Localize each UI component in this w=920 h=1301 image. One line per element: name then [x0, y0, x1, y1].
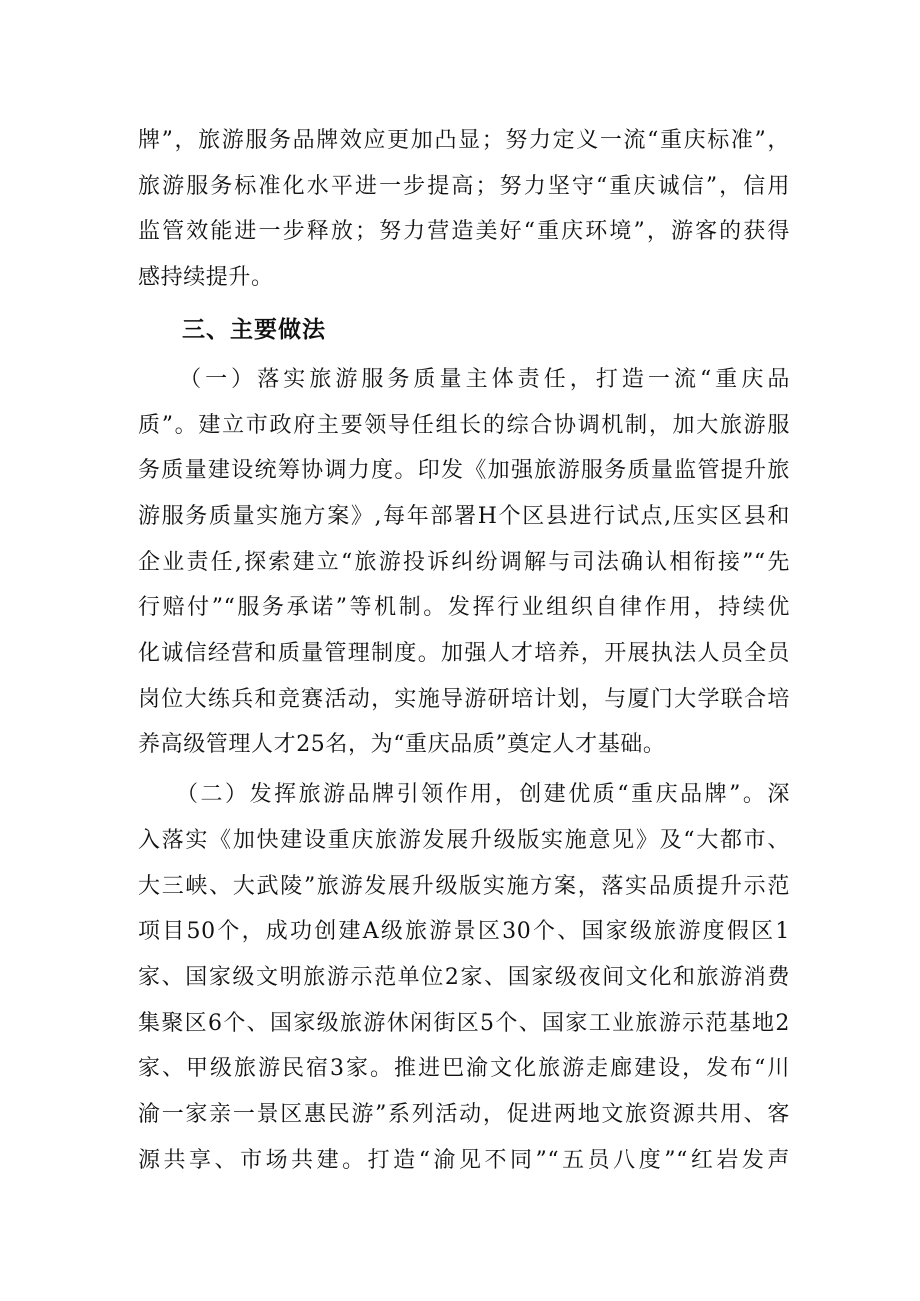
text-line: 入落实《加快建设重庆旅游发展升级版实施意见》及“大都市、	[138, 827, 790, 853]
text-line: 行赔付”“服务承诺”等机制。发挥行业组织自律作用，持续优	[138, 595, 790, 621]
text-line: 渝一家亲一景区惠民游”系列活动，促进两地文旅资源共用、客	[138, 1102, 790, 1128]
text-line: 牌”，旅游服务品牌效应更加凸显；努力定义一流“重庆标准”，	[138, 128, 790, 153]
text-line: 岗位大练兵和竞赛活动，实施导游研培计划，与厦门大学联合培	[138, 686, 790, 712]
text-line: 家、甲级旅游民宿3家。推进巴渝文化旅游走廊建设，发布“川	[138, 1056, 790, 1082]
text-line: 监管效能进一步释放；努力营造美好“重庆环境”，游客的获得	[138, 219, 790, 245]
paragraph-section-2	[138, 772, 790, 1183]
text-line: 质”。建立市政府主要领导任组长的综合协调机制，加大旅游服	[138, 412, 790, 438]
text-line: 大三峡、大武陵”旅游发展升级版实施方案，落实品质提升示范	[138, 873, 790, 899]
text-line: （一）落实旅游服务质量主体责任，打造一流“重庆品	[138, 366, 790, 392]
text-line: 化诚信经营和质量管理制度。加强人才培养，开展执法人员全员	[138, 641, 790, 667]
paragraph-intro-continuation	[138, 118, 790, 301]
text-line: 源共享、市场共建。打造“渝见不同”“五员八度”“红岩发声	[138, 1147, 790, 1173]
text-line: 务质量建设统筹协调力度。印发《加强旅游服务质量监管提升旅	[138, 458, 790, 484]
text-line: 感持续提升。	[138, 265, 274, 291]
text-line: 企业责任,探索建立“旅游投诉纠纷调解与司法确认相衔接”“先	[138, 549, 790, 575]
text-line: 家、国家级文明旅游示范单位2家、国家级夜间文化和旅游消费	[138, 964, 790, 990]
text-line: 集聚区6个、国家级旅游休闲街区5个、国家工业旅游示范基地2	[138, 1010, 790, 1036]
paragraph-section-1	[138, 357, 790, 768]
text-line: （二）发挥旅游品牌引领作用，创建优质“重庆品牌”。深	[138, 782, 790, 808]
text-line: 养高级管理人才25名，为“重庆品质”奠定人才基础。	[138, 732, 666, 758]
text-line: 项目50个，成功创建A级旅游景区30个、国家级旅游度假区1	[138, 919, 790, 945]
text-line: 旅游服务标准化水平进一步提高；努力坚守“重庆诚信”，信用	[138, 173, 790, 199]
document-body	[138, 118, 790, 1183]
section-heading: 三、主要做法	[182, 316, 326, 343]
text-line: 游服务质量实施方案》,每年部署H个区县进行试点,压实区县和	[138, 503, 790, 529]
